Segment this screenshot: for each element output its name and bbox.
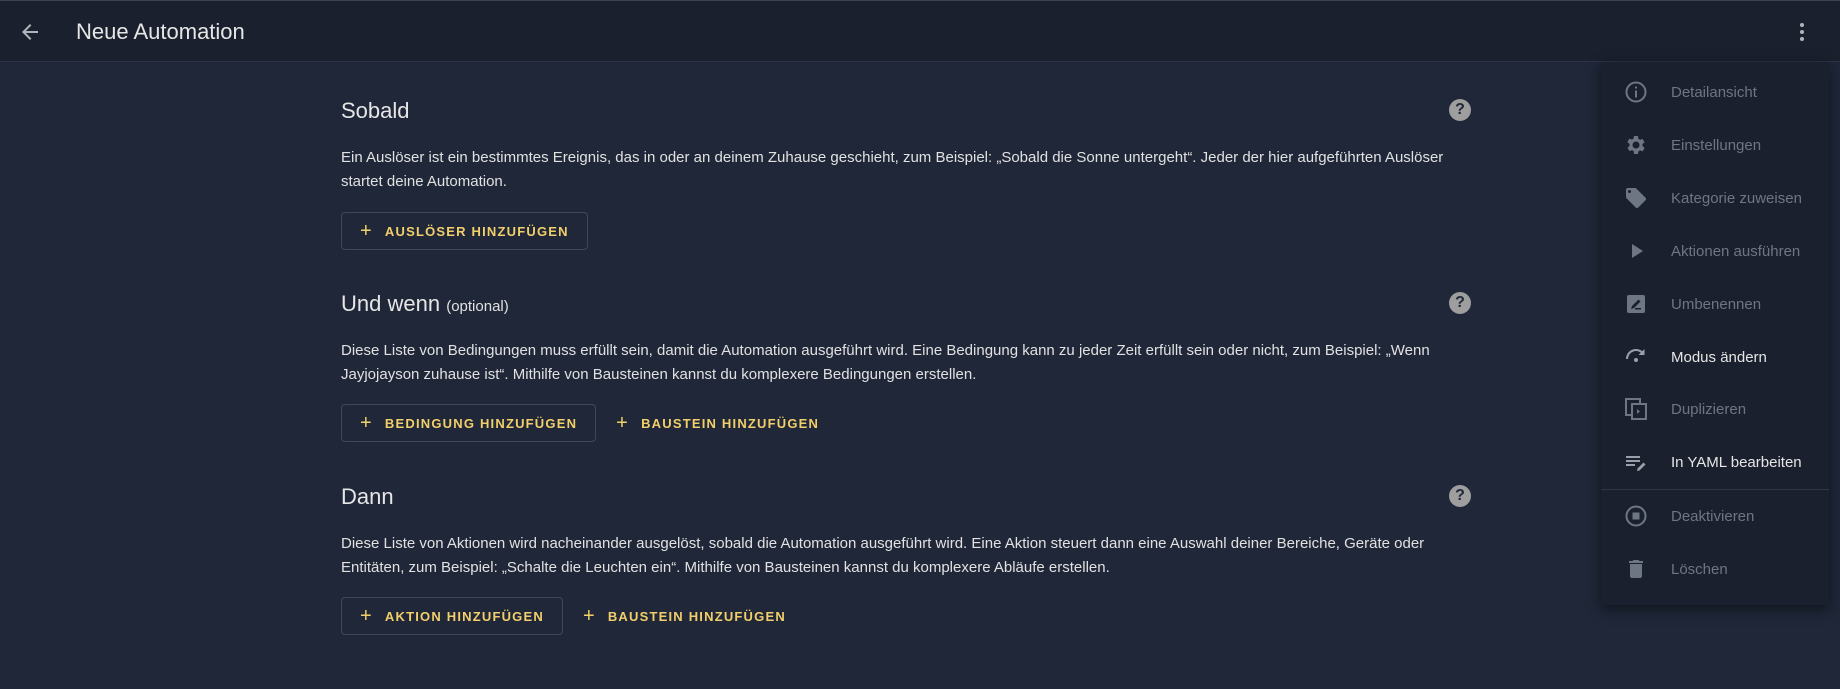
button-label: BAUSTEIN HINZUFÜGEN: [641, 415, 820, 431]
add-building-block-button[interactable]: [565, 597, 804, 635]
menu-item-label: Umbenennen: [1671, 295, 1762, 313]
menu-item-run-actions[interactable]: [1601, 225, 1829, 277]
menu-item-edit-yaml[interactable]: [1601, 436, 1829, 488]
section-title: Und wenn (optional): [341, 291, 509, 316]
help-icon[interactable]: ?: [1449, 292, 1471, 314]
section-title: Dann: [341, 484, 394, 509]
menu-item-label: Einstellungen: [1671, 136, 1762, 154]
menu-item-label: Deaktivieren: [1671, 507, 1755, 525]
plus-icon: +: [360, 412, 373, 434]
menu-item-duplicate[interactable]: [1601, 383, 1829, 435]
info-icon: [1623, 79, 1649, 105]
menu-item-assign-category[interactable]: [1601, 172, 1829, 224]
app-toolbar: [0, 0, 1840, 62]
arrow-left-icon: [18, 20, 42, 44]
add-trigger-button[interactable]: [341, 212, 588, 250]
trash-icon: [1623, 556, 1649, 582]
menu-item-details[interactable]: [1601, 66, 1829, 118]
help-icon[interactable]: ?: [1449, 99, 1471, 121]
menu-item-change-mode[interactable]: [1601, 331, 1829, 383]
button-label: AKTION HINZUFÜGEN: [384, 608, 544, 624]
menu-item-label: In YAML bearbeiten: [1671, 453, 1802, 471]
button-label: BAUSTEIN HINZUFÜGEN: [607, 608, 786, 624]
overflow-menu-button[interactable]: [1780, 10, 1824, 54]
menu-item-disable[interactable]: [1601, 490, 1829, 542]
edit-yaml-icon: [1623, 449, 1649, 475]
menu-item-label: Kategorie zuweisen: [1671, 189, 1802, 207]
plus-icon: +: [360, 220, 373, 242]
section-description: Diese Liste von Aktionen wird nacheinander ausgelöst, sobald die Automation ausgeführt wird. Eine Aktion steuert dann eine Auswahl deiner Bereiche, Geräte oder Entitäten, zum Beispiel: „Schalte die Leuchten ein“. Mithilfe von Bausteinen kannst du komplexere Abläufe erstellen.: [341, 535, 1425, 576]
duplicate-icon: [1623, 396, 1649, 422]
tag-icon: [1623, 185, 1649, 211]
rename-icon: [1623, 291, 1649, 317]
menu-item-label: Löschen: [1671, 560, 1728, 578]
menu-item-delete[interactable]: [1601, 543, 1829, 595]
actions-section: [341, 484, 1471, 639]
overflow-menu: [1601, 62, 1829, 605]
stop-circle-icon: [1623, 503, 1649, 529]
help-icon[interactable]: ?: [1449, 485, 1471, 507]
menu-item-rename[interactable]: [1601, 278, 1829, 330]
section-description: Ein Auslöser ist ein bestimmtes Ereignis, das in oder an deinem Zuhause geschieht, zum Beispiel: „Sobald die Sonne untergeht“. Jeder der hier aufgeführten Auslöser startet deine Automation.: [341, 149, 1444, 190]
menu-item-label: Duplizieren: [1671, 400, 1747, 418]
back-button[interactable]: [8, 10, 52, 54]
conditions-section: [341, 291, 1471, 446]
add-building-block-button[interactable]: [598, 404, 837, 442]
triggers-section: [341, 98, 1471, 253]
optional-label: (optional): [446, 298, 509, 315]
plus-icon: +: [360, 605, 373, 627]
gear-icon: [1623, 132, 1649, 158]
play-icon: [1623, 238, 1649, 264]
menu-item-settings[interactable]: [1601, 119, 1829, 171]
menu-item-label: Aktionen ausführen: [1671, 242, 1801, 260]
add-action-button[interactable]: [341, 597, 563, 635]
menu-item-label: Modus ändern: [1671, 348, 1767, 366]
section-title: Sobald: [341, 98, 410, 123]
section-description: Diese Liste von Bedingungen muss erfüllt sein, damit die Automation ausgeführt wird. Eine Bedingung kann zu jeder Zeit erfüllt sein oder nicht, zum Beispiel: „Wenn Jayjojayson zuhause ist“. Mithilfe von Bausteinen kannst du komplexere Bedingungen erstellen.: [341, 342, 1430, 383]
page-title: Neue Automation: [76, 19, 245, 44]
plus-icon: +: [582, 605, 596, 627]
button-label: AUSLÖSER HINZUFÜGEN: [384, 223, 569, 239]
button-label: BEDINGUNG HINZUFÜGEN: [384, 415, 578, 431]
menu-item-label: Detailansicht: [1671, 83, 1757, 101]
dots-vertical-icon: [1790, 20, 1814, 44]
add-condition-button[interactable]: [341, 404, 596, 442]
mode-icon: [1623, 344, 1649, 370]
plus-icon: +: [616, 412, 630, 434]
